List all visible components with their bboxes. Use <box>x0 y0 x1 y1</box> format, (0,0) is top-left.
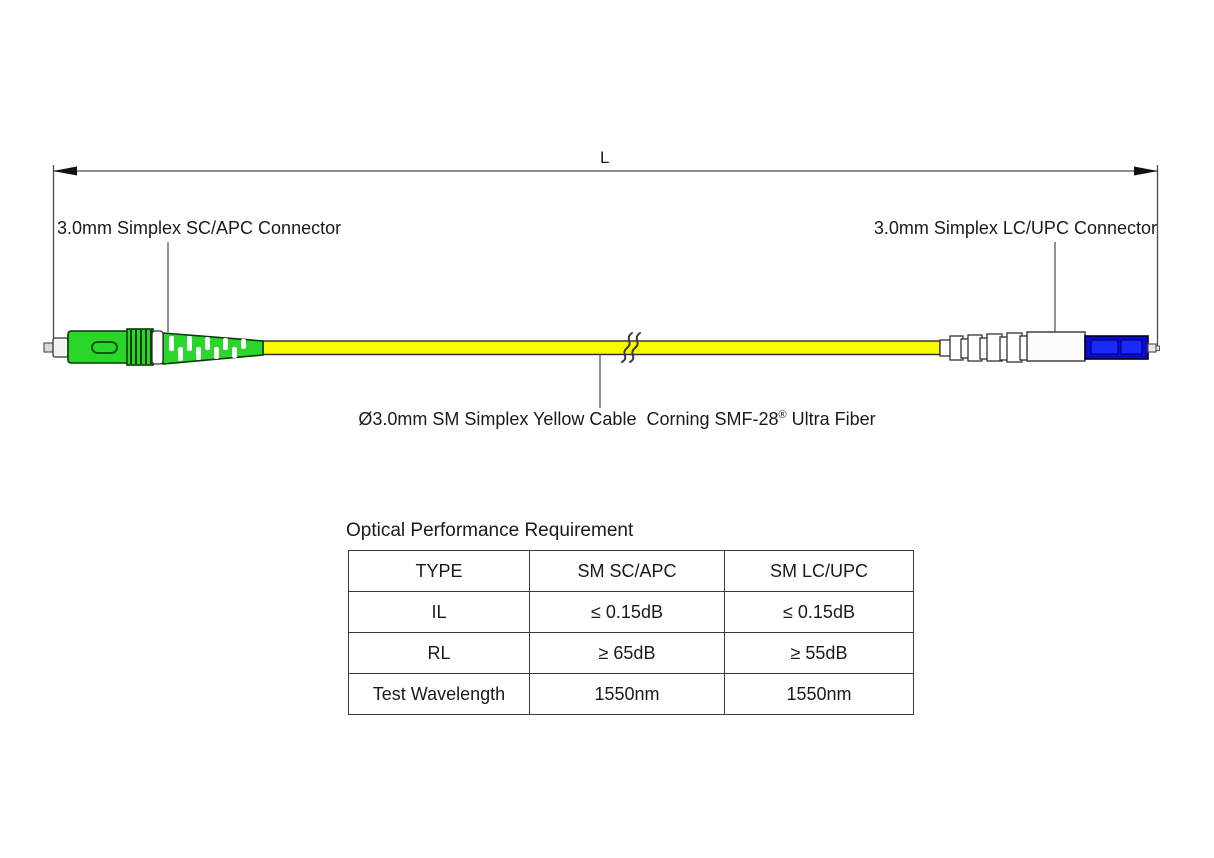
leader-lines <box>168 242 1055 408</box>
optical-performance-table <box>348 550 914 715</box>
cell-rl-lcupc: ≥ 55dB <box>725 633 914 674</box>
cable-label-fiber-text: Ultra Fiber <box>786 409 876 429</box>
lc-boot <box>940 333 1029 362</box>
cell-rl-scapc: ≥ 65dB <box>530 633 725 674</box>
table-row-il <box>349 592 914 633</box>
table-row-rl <box>349 633 914 674</box>
lc-upc-connector <box>940 332 1160 362</box>
lc-latch-details <box>1091 340 1142 354</box>
cell-wavelength-lcupc: 1550nm <box>725 674 914 715</box>
cell-wavelength-label: Test Wavelength <box>349 674 530 715</box>
table-header-row <box>349 551 914 592</box>
cell-il-label: IL <box>349 592 530 633</box>
header-sm-sc-apc: SM SC/APC <box>530 551 725 592</box>
cell-il-lcupc: ≤ 0.15dB <box>725 592 914 633</box>
cell-il-scapc: ≤ 0.15dB <box>530 592 725 633</box>
table-row-wavelength <box>349 674 914 715</box>
cable-label-text: Ø3.0mm SM Simplex Yellow Cable Corning SMF-28 <box>358 409 779 429</box>
header-sm-lc-upc: SM LC/UPC <box>725 551 914 592</box>
dimension-label: L <box>600 148 610 167</box>
cable-label <box>10 409 1214 430</box>
lc-ferrule-icon <box>1148 344 1156 352</box>
dimension-line <box>53 165 1158 346</box>
right-connector-label: 3.0mm Simplex LC/UPC Connector <box>873 218 1157 238</box>
sc-apc-connector <box>44 329 263 365</box>
lc-ferrule-tip <box>1156 346 1160 351</box>
left-connector-label: 3.0mm Simplex SC/APC Connector <box>57 218 342 238</box>
lc-body-white <box>1027 332 1085 361</box>
sc-ring <box>152 331 163 364</box>
registered-trademark-icon: ® <box>778 409 787 421</box>
sc-body-slot <box>92 342 117 353</box>
header-type: TYPE <box>349 551 530 592</box>
fiber-cable <box>263 341 940 355</box>
sc-boot <box>163 333 263 364</box>
table-title: Optical Performance Requirement <box>346 520 634 541</box>
cell-rl-label: RL <box>349 633 530 674</box>
sc-collar <box>53 338 68 357</box>
cell-wavelength-scapc: 1550nm <box>530 674 725 715</box>
